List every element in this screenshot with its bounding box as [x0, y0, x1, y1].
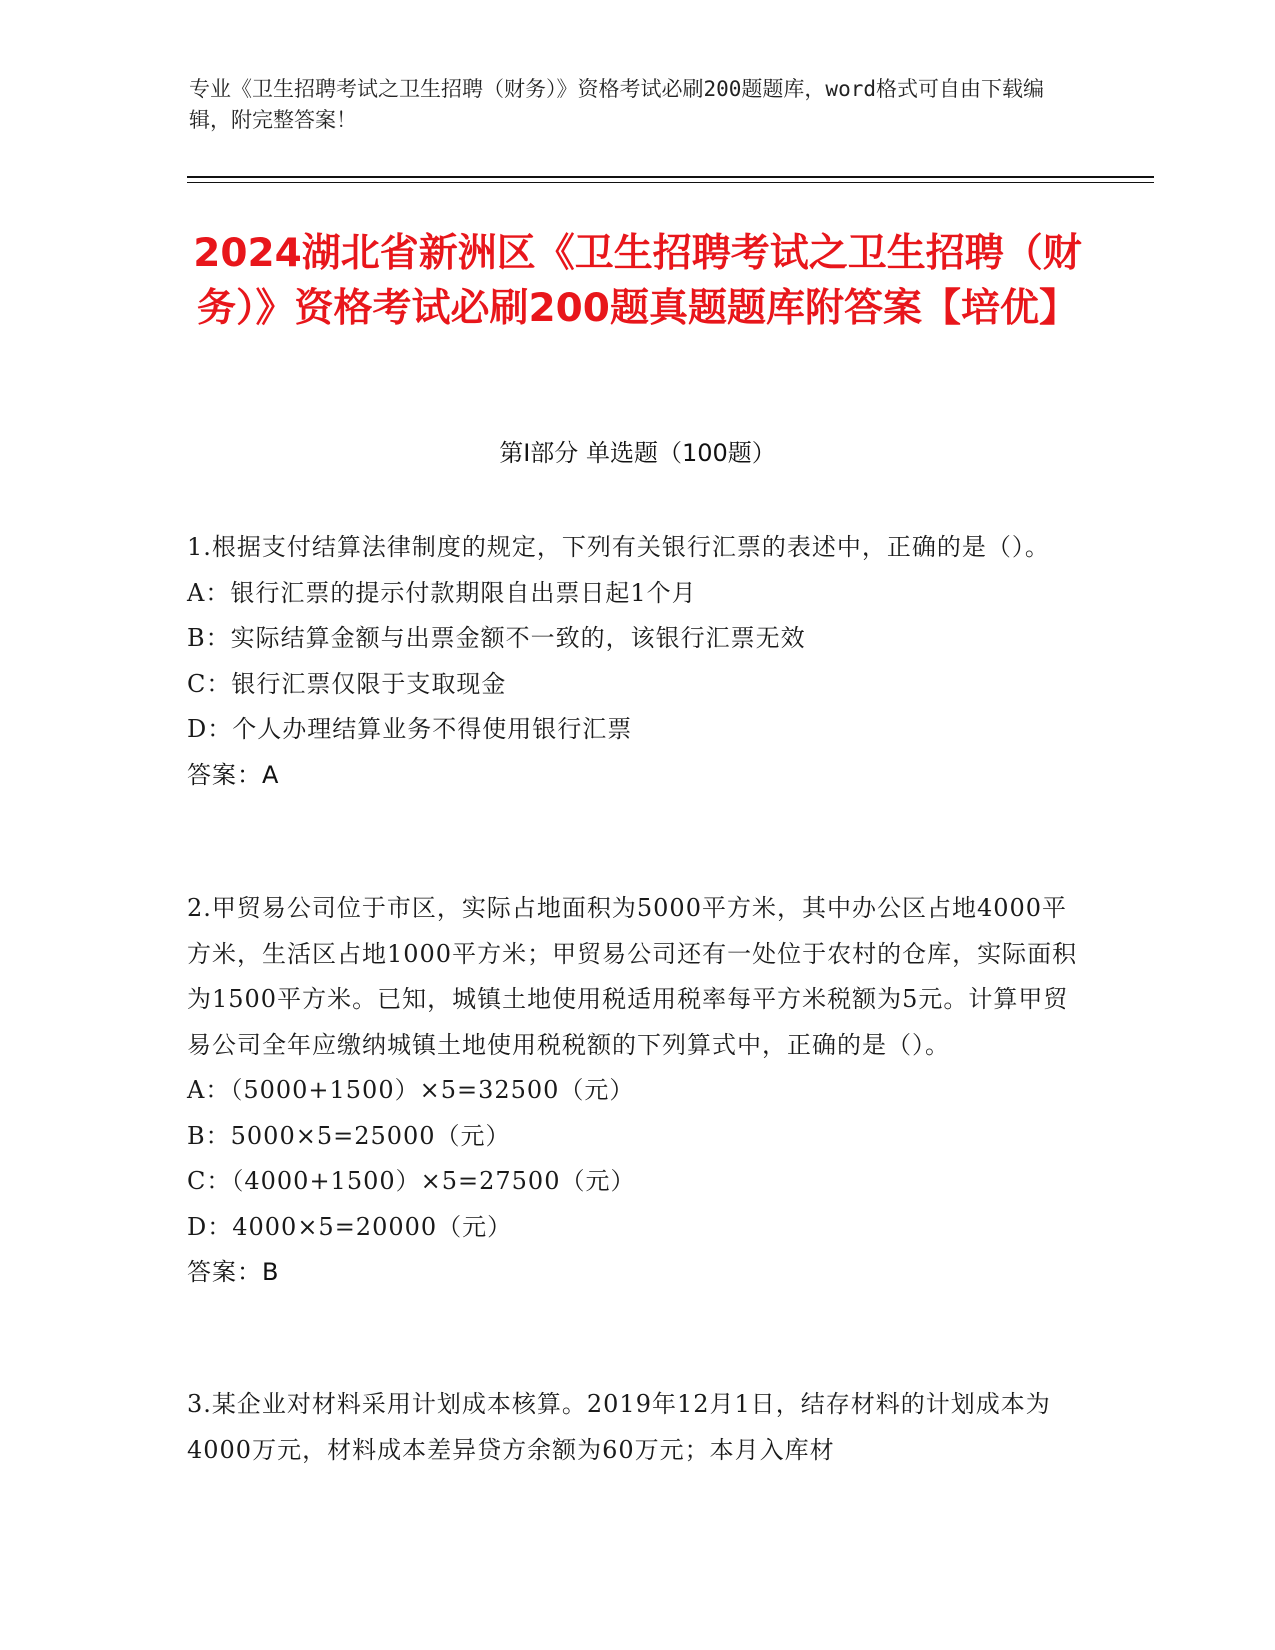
- question-stem: 1.根据支付结算法律制度的规定，下列有关银行汇票的表述中，正确的是（）。: [187, 533, 1050, 561]
- question-2: [187, 886, 1087, 1296]
- option-c: C：银行汇票仅限于支取现金: [187, 669, 507, 698]
- option-a: A：（5000+1500）×5=32500（元）: [187, 1076, 635, 1104]
- question-1: [187, 525, 1087, 798]
- question-stem: 2.甲贸易公司位于市区，实际占地面积为5000平方米，其中办公区占地4000平方米，生活区占地1000平方米；甲贸易公司还有一处位于农村的仓库，实际面积为1500平方米。已知，城镇土地使用税适用税率每平方米税额为5元。计算甲贸易公司全年应缴纳城镇土地使用税税额的下列算式中，正确的是（）。: [187, 894, 1078, 1059]
- document-title: 2024湖北省新洲区《卫生招聘考试之卫生招聘（财务）》资格考试必刷200题真题题库附答案【培优】: [193, 231, 1082, 331]
- header-divider-thick: [187, 176, 1154, 178]
- option-d: D：4000×5=20000（元）: [187, 1212, 513, 1241]
- answer-label: 答案：B: [187, 1258, 280, 1286]
- option-c: C：（4000+1500）×5=27500（元）: [187, 1167, 636, 1195]
- answer-label: 答案：A: [187, 760, 280, 789]
- option-b: B：5000×5=25000（元）: [187, 1121, 511, 1150]
- question-stem: 3.某企业对材料采用计划成本核算。2019年12月1日，结存材料的计划成本为4000万元，材料成本差异贷方余额为60万元；本月入库材: [187, 1390, 1051, 1464]
- section-heading: 第Ⅰ部分 单选题（100题）: [499, 439, 776, 467]
- header-divider-thin: [187, 182, 1154, 183]
- option-a: A：银行汇票的提示付款期限自出票日起1个月: [187, 578, 697, 607]
- option-b: B：实际结算金额与出票金额不一致的，该银行汇票无效: [187, 624, 806, 652]
- question-3: [187, 1382, 1087, 1473]
- option-d: D：个人办理结算业务不得使用银行汇票: [187, 715, 633, 743]
- header-note: 专业《卫生招聘考试之卫生招聘（财务）》资格考试必刷200题题库，word格式可自由下载编辑，附完整答案！: [189, 77, 1044, 132]
